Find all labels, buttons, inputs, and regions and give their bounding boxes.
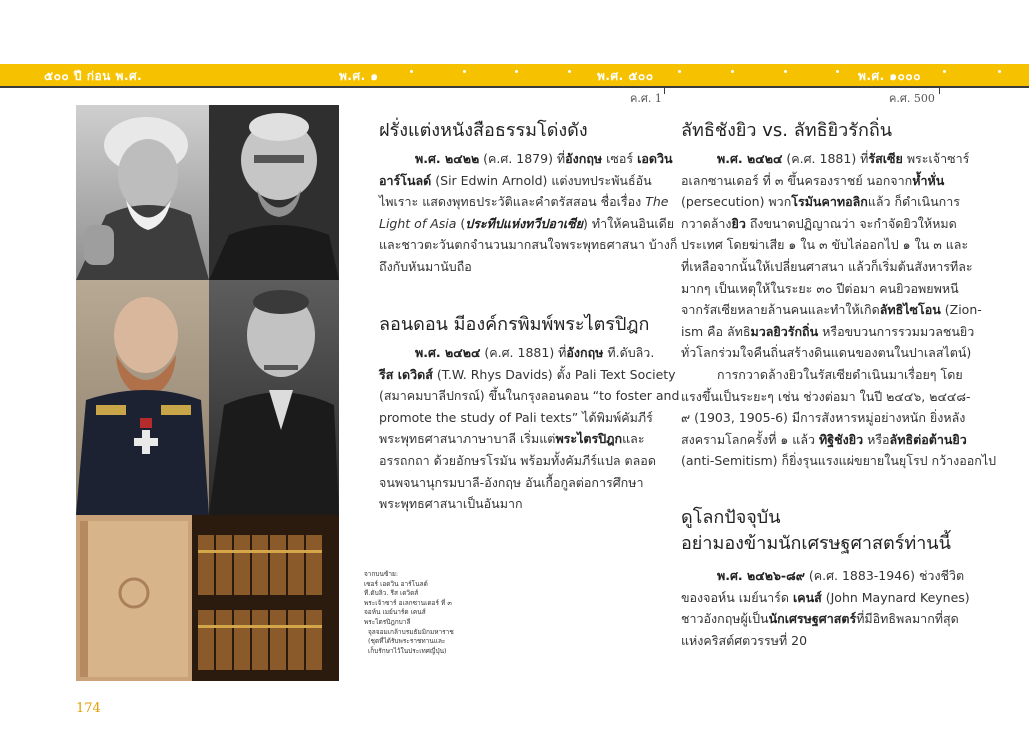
section-title: ฝรั่งแต่งหนังสือธรรมโด่งดัง <box>379 120 588 141</box>
book-title-thai: ประทีปแห่งทวีปอาเซีย <box>465 215 583 231</box>
photo-tipitaka-volumes <box>192 515 339 681</box>
section-title: ลัทธิชังยิว vs. ลัทธิยิวรักถิ่น <box>681 120 893 141</box>
text: จากรัสเซียหลายล้านคนและทำให้เกิด <box>681 302 880 318</box>
caption-line: จุลจอมเกล้าบรมธัมมิกมหาราช <box>368 627 454 636</box>
body-line: แรงขึ้นเป็นระยะๆ เช่น ช่วงต่อมา ในปี ๒๔๔๖, ๒๔๔๘- <box>681 388 971 404</box>
timeline-dot <box>410 70 413 73</box>
date-emphasis: พ.ศ. ๒๔๒๔ <box>717 151 783 166</box>
text: ไพเราะ แสดงพุทธประวัติและคำตรัสสอน ชื่อเรื่อง <box>379 194 646 210</box>
body-line: ถึงกับหันมานับถือ <box>379 258 472 274</box>
text: ถึงขนาดปฏิญาณว่า จะกำจัดยิวให้หมด <box>745 215 957 231</box>
portrait-tsar-alexander-iii <box>76 280 209 515</box>
text: หรือขบวนการรวมมวลชนยิว <box>818 323 975 339</box>
timeline-label-500bc: ๕๐๐ ปี ก่อน พ.ศ. <box>44 69 143 83</box>
name-emphasis: เคนส์ <box>792 589 822 605</box>
place-emphasis: รัสเซีย <box>868 151 903 166</box>
timeline-ce-500: ค.ศ. 500 <box>889 92 935 105</box>
timeline-label-be1: พ.ศ. ๑ <box>339 69 379 83</box>
caption-line: ที.ดับลิว. รีส เดวิดส์ <box>364 589 419 598</box>
text: พระเจ้าซาร์ <box>902 151 970 166</box>
section-keynes <box>681 505 970 651</box>
section-title: ดูโลกปัจจุบัน <box>681 507 781 528</box>
term-emphasis: ลัทธิไซโอน <box>879 302 941 318</box>
timeline-dot <box>836 70 839 73</box>
body-line <box>681 587 970 609</box>
body-line <box>681 213 966 235</box>
timeline-dot <box>784 70 787 73</box>
photo-pali-canon-book <box>76 515 192 681</box>
timeline-label-be1000: พ.ศ. ๑๐๐๐ <box>858 69 921 83</box>
body-line <box>379 170 664 192</box>
body-line: promote the study of Pali texts” ได้พิมพ์คัมภีร์ <box>379 409 653 425</box>
body-line <box>379 148 673 170</box>
term-emphasis: โรมันคาทอลิก <box>791 194 868 210</box>
body-line <box>681 170 966 192</box>
text: (ค.ศ. 1879) ที่ <box>479 151 566 166</box>
body-line: ทั่วโลกร่วมใจคืนถิ่นสร้างดินแดนของตนในปาเลสไตน์) <box>681 345 972 361</box>
text: แล้ว ก็ดำเนินการ <box>867 194 960 210</box>
section-edwin-arnold <box>379 118 678 278</box>
text: อเลกซานเดอร์ ที่ ๓ ขึ้นครองราชย์ นอกจาก <box>681 172 913 188</box>
text: (Zion- <box>940 302 982 318</box>
body-line <box>681 148 970 170</box>
name-emphasis: เอดวิน <box>637 151 673 166</box>
photo-collage <box>76 105 339 681</box>
section-title: อย่ามองข้ามนักเศรษฐศาสตร์ท่านนี้ <box>681 533 951 554</box>
timeline-dot <box>515 70 518 73</box>
date-emphasis: พ.ศ. ๒๔๒๒ <box>415 151 480 166</box>
text: (persecution) พวก <box>681 194 792 210</box>
body-line: แห่งคริสต์ศตวรรษที่ 20 <box>681 632 808 648</box>
body-line <box>379 342 664 364</box>
caption-line: เซอร์ เอดวิน อาร์โนลด์ <box>364 579 428 588</box>
body-line <box>681 565 966 587</box>
date-emphasis: พ.ศ. ๒๔๒๖-๘๙ <box>717 568 805 583</box>
place-emphasis: อังกฤษ <box>566 345 604 360</box>
section-title: ลอนดอน มีองค์กรพิมพ์พระไตรปิฎก <box>379 314 650 335</box>
section-antisemitism-zionism <box>681 118 997 472</box>
caption-line: พระไตรปิฎกบาลี <box>364 617 411 626</box>
body-line <box>379 364 676 386</box>
text: หรือ <box>863 431 890 447</box>
body-line: อรรถกถา ด้วยอักษรโรมัน พร้อมทั้งคัมภีร์แปล ตลอด <box>379 452 656 468</box>
caption-line: พระเจ้าซาร์ อเลกซานเดอร์ ที่ ๓ <box>364 598 452 607</box>
body-line: การกวาดล้างยิวในรัสเซียดำเนินมาเรื่อยๆ โดย <box>717 366 963 382</box>
timeline-rule <box>0 86 1029 88</box>
timeline-tick <box>939 86 940 94</box>
body-line: ที่เหลือจากนั้นให้เปลี่ยนศาสนา แล้วก็เริ่มต้นสังหารทีละ <box>681 258 973 274</box>
term-emphasis: ลัทธิต่อต้านยิว <box>889 431 967 447</box>
text: พระพุทธศาสนาภาษาบาลี เริ่มแต่ <box>379 431 556 447</box>
body-line: พระพุทธศาสนาเป็นอันมาก <box>379 496 523 512</box>
caption-line: จากบนซ้าย: <box>364 570 399 578</box>
body-line <box>379 191 669 213</box>
name-emphasis: รีส เดวิดส์ <box>379 366 433 382</box>
term-emphasis: พระไตรปิฎก <box>555 431 623 447</box>
timeline-dot <box>998 70 1001 73</box>
text: ( <box>456 215 466 231</box>
text: ของจอห์น เมย์นาร์ด <box>681 589 793 605</box>
term-emphasis: มวลยิวรักถิ่น <box>750 323 819 339</box>
caption-line: (ชุดที่ได้รับพระราชทานและ <box>368 637 446 646</box>
body-line <box>681 299 982 321</box>
text: ที.ดับลิว. <box>603 345 655 360</box>
body-line: และชาวตะวันตกจำนวนมากสนใจพระพุทธศาสนา บ้างก็ <box>379 237 678 253</box>
text: ชาวอังกฤษผู้เป็น <box>681 611 769 627</box>
book-title: Light of Asia <box>379 215 457 231</box>
body-line <box>681 321 975 343</box>
portrait-rhys-davids <box>209 105 339 280</box>
date-emphasis: พ.ศ. ๒๔๒๔ <box>415 345 481 360</box>
text: ) ทำให้คนอินเดีย <box>583 215 675 231</box>
text: ที่มีอิทธิพลมากที่สุด <box>856 611 959 627</box>
timeline-label-be500: พ.ศ. ๕๐๐ <box>597 69 654 83</box>
term-emphasis: ทิฐิชังยิว <box>819 431 864 447</box>
timeline-dot <box>731 70 734 73</box>
text: (ค.ศ. 1881) ที่ <box>782 151 869 166</box>
photo-caption <box>364 570 484 656</box>
term-emphasis: ยิว <box>731 215 746 231</box>
text: (ค.ศ. 1883-1946) ช่วงชีวิต <box>804 568 965 583</box>
text: (T.W. Rhys Davids) ตั้ง Pali Text Society <box>432 366 676 382</box>
body-line: ประเทศ โดยฆ่าเสีย ๑ ใน ๓ ขับไล่ออกไป ๑ ใน ๓ และ <box>681 237 969 253</box>
body-line <box>379 428 664 450</box>
timeline-dot <box>463 70 466 73</box>
portrait-edwin-arnold <box>76 105 209 280</box>
timeline-ce-1: ค.ศ. 1 <box>630 92 662 105</box>
timeline-bar <box>0 64 1029 86</box>
text: (John Maynard Keynes) <box>821 589 970 605</box>
timeline-dot <box>943 70 946 73</box>
text: กวาดล้าง <box>681 215 732 231</box>
text: (Sir Edwin Arnold) แต่งบทประพันธ์อัน <box>431 172 652 188</box>
body-line <box>379 213 675 235</box>
book-title: The <box>645 194 669 210</box>
caption-line: จอห์น เมย์นาร์ด เคนส์ <box>364 608 426 617</box>
timeline-dot <box>678 70 681 73</box>
page-number: 174 <box>76 701 101 716</box>
term-emphasis: นักเศรษฐศาสตร์ <box>768 611 857 627</box>
body-line <box>681 608 966 630</box>
text: (ค.ศ. 1881) ที่ <box>480 345 567 360</box>
timeline-tick <box>664 86 665 94</box>
body-line: มากๆ เป็นเหตุให้ในระยะ ๓๐ ปีต่อมา คนยิวอพยพหนี <box>681 280 959 296</box>
place-emphasis: อังกฤษ <box>565 151 603 166</box>
text: และ <box>622 431 645 447</box>
body-line: (สมาคมบาลีปกรณ์) ขึ้นในกรุงลอนดอน “to foster and <box>379 388 680 404</box>
portrait-keynes <box>209 280 339 515</box>
text: สงครามโลกครั้งที่ ๑ แล้ว <box>681 431 820 447</box>
body-line <box>681 191 966 213</box>
body-line <box>681 429 966 451</box>
name-emphasis: อาร์โนลด์ <box>379 172 432 188</box>
text: เซอร์ <box>602 151 638 166</box>
body-line: (anti-Semitism) ก็ยิ่งรุนแรงแผ่ขยายในยุโรป กว้างออกไป <box>681 453 997 469</box>
term-emphasis: ห้ำหั่น <box>912 172 945 188</box>
text: ism คือ ลัทธิ <box>681 323 751 339</box>
body-line: จนพจนานุกรมบาลี-อังกฤษ อันเกื้อกูลต่อการศึกษา <box>379 474 644 490</box>
timeline-dot <box>568 70 571 73</box>
body-line: ๙ (1903, 1905-6) มีการสังหารหมู่อย่างหนัก ยิ่งหลัง <box>681 410 966 426</box>
section-pali-text-society <box>379 312 680 515</box>
caption-line: เก็บรักษาไว้ในประเทศญี่ปุ่น) <box>368 646 447 655</box>
